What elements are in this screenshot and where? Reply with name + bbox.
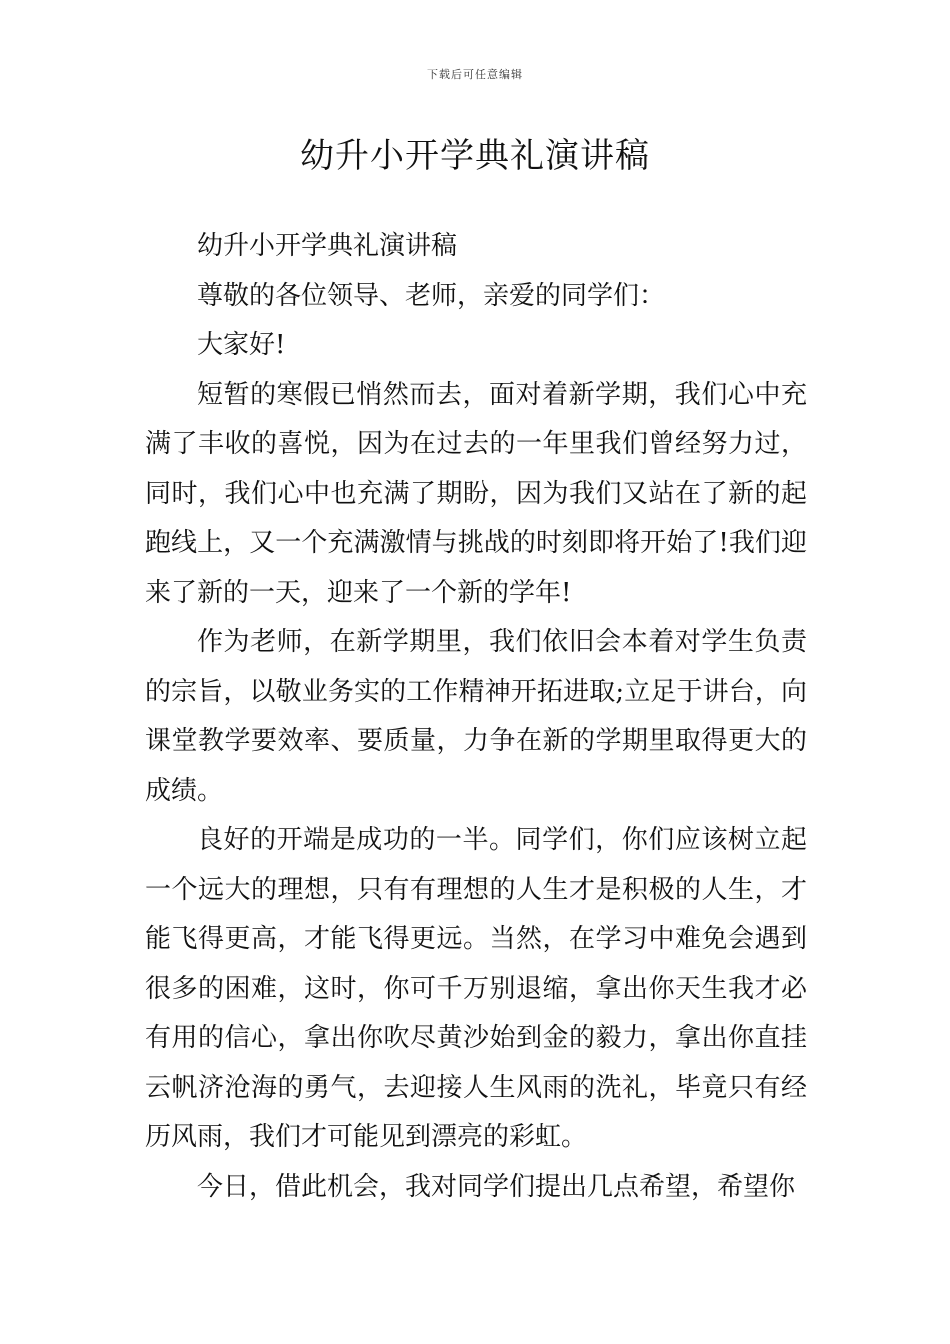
paragraph-body: 良好的开端是成功的一半。同学们，你们应该树立起一个远大的理想，只有有理想的人生才是积极的人生，才能飞得更高，才能飞得更远。当然，在学习中难免会遇到很多的困难，这时，你可千万别退缩，拿出你天生我才必有用的信心，拿出你吹尽黄沙始到金的毅力，拿出你直挂云帆济沧海的勇气，去迎接人生风雨的洗礼，毕竟只有经历风雨，我们才可能见到漂亮的彩虹。 (145, 825, 807, 1152)
paragraph-body: 今日，借此机会，我对同学们提出几点希望，希望你 (197, 1171, 796, 1202)
paragraph-body: 作为老师，在新学期里，我们依旧会本着对学生负责的宗旨，以敬业务实的工作精神开拓进取;立足于讲台，向课堂教学要效率、要质量，力争在新的学期里取得更大的成绩。 (145, 627, 807, 806)
paragraph-salutation: 尊敬的各位领导、老师，亲爱的同学们： (197, 280, 666, 311)
paragraph-body: 短暂的寒假已悄然而去，面对着新学期，我们心中充满了丰收的喜悦，因为在过去的一年里我们曾经努力过，同时，我们心中也充满了期盼，因为我们又站在了新的起跑线上，又一个充满激情与挑战的时刻即将开始了!我们迎来了新的一天，迎来了一个新的学年! (145, 379, 807, 608)
document-body (145, 222, 807, 1212)
paragraph-greeting: 大家好! (197, 330, 286, 360)
header-note: 下载后可任意编辑 (427, 68, 523, 81)
paragraph-subtitle: 幼升小开学典礼演讲稿 (197, 231, 458, 261)
document-title: 幼升小开学典礼演讲稿 (300, 136, 650, 176)
